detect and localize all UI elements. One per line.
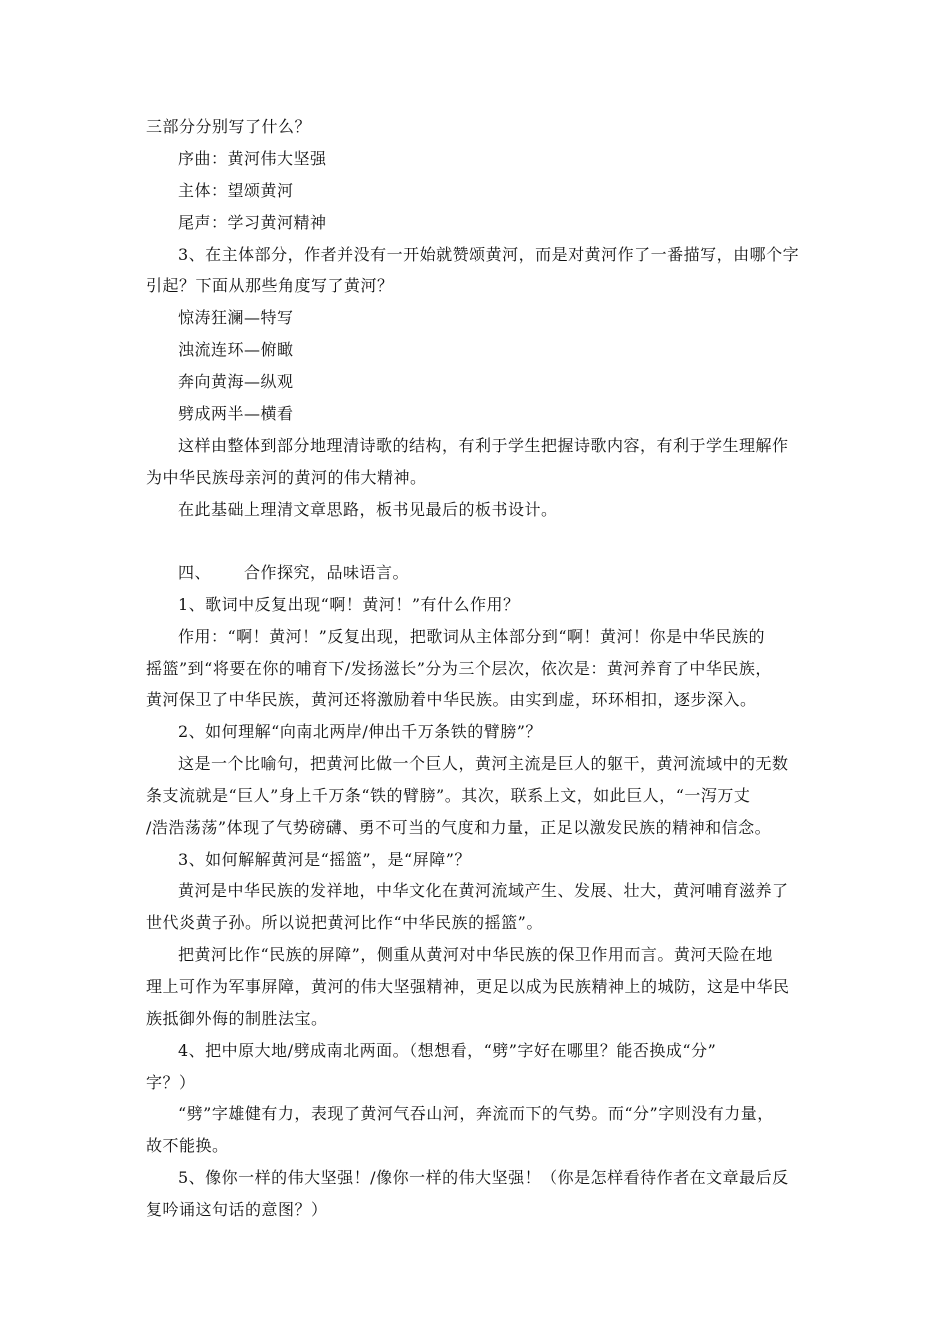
text-line: 1、歌词中反复出现“啊！黄河！”有什么作用？ [178, 595, 520, 614]
text-line: 族抵御外侮的制胜法宝。 [146, 1009, 328, 1028]
text-line: /浩浩荡荡”体现了气势磅礴、勇不可当的气度和力量，正足以激发民族的精神和信念。 [146, 818, 772, 837]
text-line: 黄河保卫了中华民族，黄河还将激励着中华民族。由实到虚，环环相扣，逐步深入。 [146, 690, 757, 709]
text-line: 浊流连环—俯瞰 [178, 340, 294, 359]
section-heading: 合作探究，品味语言。 [244, 563, 410, 582]
text-line: 奔向黄海—纵观 [178, 372, 294, 391]
text-line: 黄河是中华民族的发祥地，中华文化在黄河流域产生、发展、壮大，黄河哺育滋养了 [178, 881, 789, 900]
text-line: 三部分分别写了什么？ [146, 117, 312, 136]
text-line: 4、把中原大地/劈成南北两面。（想想看，“劈”字好在哪里？能否换成“分” [178, 1041, 717, 1060]
text-line: 在此基础上理清文章思路，板书见最后的板书设计。 [178, 500, 558, 519]
text-line: 5、像你一样的伟大坚强！/像你一样的伟大坚强！（你是怎样看待作者在文章最后反 [178, 1168, 789, 1187]
text-line: 3、在主体部分，作者并没有一开始就赞颂黄河，而是对黄河作了一番描写，由哪个字 [178, 245, 800, 264]
text-line: 3、如何解解黄河是“摇篮”，是“屏障”？ [178, 850, 471, 869]
text-line: 条支流就是“巨人”身上千万条“铁的臂膀”。其次，联系上文，如此巨人，“一泻万丈 [146, 786, 751, 805]
text-line: 把黄河比作“民族的屏障”，侧重从黄河对中华民族的保卫作用而言。黄河天险在地 [178, 945, 773, 964]
text-line: 惊涛狂澜—特写 [178, 308, 294, 327]
text-line: 尾声：学习黄河精神 [178, 213, 327, 232]
text-line: 劈成两半—横看 [178, 404, 294, 423]
text-line: 引起？下面从那些角度写了黄河？ [146, 276, 394, 295]
text-line: 为中华民族母亲河的黄河的伟大精神。 [146, 468, 427, 487]
text-line: 2、如何理解“向南北两岸/伸出千万条铁的臂膀”？ [178, 722, 542, 741]
text-line: 这是一个比喻句，把黄河比做一个巨人，黄河主流是巨人的躯干，黄河流域中的无数 [178, 754, 789, 773]
text-line: 理上可作为军事屏障，黄河的伟大坚强精神，更足以成为民族精神上的城防，这是中华民 [146, 977, 790, 996]
text-line: 序曲：黄河伟大坚强 [178, 149, 327, 168]
text-line: “劈”字雄健有力，表现了黄河气吞山河，奔流而下的气势。而“分”字则没有力量， [178, 1104, 774, 1123]
text-line: 字？） [146, 1073, 196, 1092]
section-number: 四、 [178, 563, 212, 582]
text-line: 这样由整体到部分地理清诗歌的结构，有利于学生把握诗歌内容，有利于学生理解作 [178, 436, 789, 455]
text-line: 故不能换。 [146, 1136, 229, 1155]
text-line: 作用：“啊！黄河！”反复出现，把歌词从主体部分到“啊！黄河！你是中华民族的 [178, 627, 766, 646]
text-line: 主体：望颂黄河 [178, 181, 294, 200]
text-line: 世代炎黄子孙。所以说把黄河比作“中华民族的摇篮”。 [146, 913, 543, 932]
text-line: 复吟诵这句话的意图？） [146, 1200, 328, 1219]
text-line: 摇篮”到“将要在你的哺育下/发扬滋长”分为三个层次，依次是：黄河养育了中华民族， [146, 659, 772, 678]
